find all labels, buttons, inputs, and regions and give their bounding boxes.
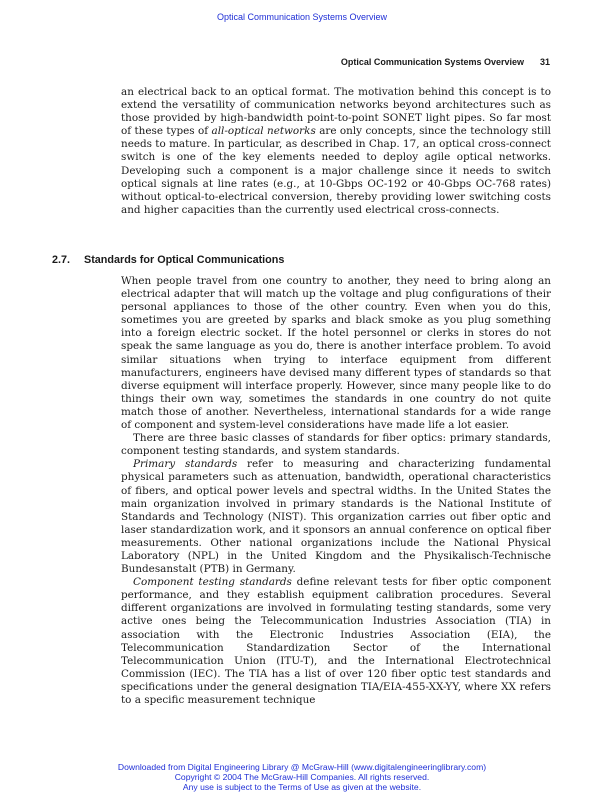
paragraph-classes: There are three basic classes of standards for fiber optics: primary standards, component testing standards, and system standards. <box>121 432 551 458</box>
section-body <box>121 275 551 707</box>
footer <box>0 762 604 792</box>
footer-terms-link[interactable]: Any use is subject to the Terms of Use as given at the website. <box>182 782 422 792</box>
intro-text-2: are only concepts, since the technology still needs to mature. In particular, as described in Chap. 17, an optical cross-connect switch is one of the key elements needed to deploy agile optical networks. Developing such a component is a major challenge since it needs to switch optical signals at line rates (e.g., at 10-Gbps OC-192 or 40-Gbps OC-768 rates) without optical-to-electrical conversion, thereby providing lower switching costs and higher capacities than the currently used electrical cross-connects. <box>121 125 551 216</box>
paragraph-component-testing <box>121 576 551 707</box>
footer-download-link[interactable]: Downloaded from Digital Engineering Library @ McGraw-Hill (www.digitalengineeringlibrary.com) <box>117 762 487 772</box>
component-testing-term: Component testing standards <box>133 576 292 589</box>
page-number: 31 <box>539 57 550 67</box>
section-number: 2.7. <box>52 254 71 266</box>
running-head-title: Optical Communication Systems Overview <box>340 57 524 67</box>
intro-text-1: an electrical back to an optical format. The motivation behind this concept is to extend the versatility of communication networks beyond architectures such as those provided by high-bandwidth point-to-point SONET light pipes. So far most of these types of <box>121 86 551 138</box>
banner-title[interactable]: Optical Communication Systems Overview <box>216 12 388 22</box>
primary-standards-term: Primary standards <box>133 458 238 471</box>
paragraph-travel: When people travel from one country to another, they need to bring along an electrical adapter that will match up the voltage and plug configurations of their personal appliances to those of the other country. Even when you do this, sometimes you are greeted by sparks and black smoke as you plug something into a foreign electric socket. If the hotel personnel or clerks in stores do not speak the same language as you do, there is another interface problem. To avoid similar situations when trying to interface equipment from different manufacturers, engineers have devised many different types of standards so that diverse equipment will interface properly. However, since many people like to do things their own way, sometimes the standards in one country do not quite match those of another. Nevertheless, international standards for a wide range of component and system-level considerations have made life a lot easier. <box>121 275 551 432</box>
paragraph-primary-standards <box>121 458 551 576</box>
running-head <box>341 57 550 67</box>
footer-copyright: Copyright © 2004 The McGraw-Hill Companies. All rights reserved. <box>174 772 430 782</box>
intro-italic: all-optical networks <box>211 125 316 138</box>
intro-paragraph <box>121 86 551 217</box>
section-title: Standards for Optical Communications <box>84 254 285 266</box>
primary-standards-text: refer to measuring and characterizing fundamental physical parameters such as attenuation, bandwidth, operational characteristics of fibers, and optical power levels and spectral widths. In the United States the main organization involved in primary standards is the National Institute of Standards and Technology (NIST). This organization carries out fiber optic and laser standardization work, and it sponsors an annual conference on optical fiber measurements. Other national organizations include the National Physical Laboratory (NPL) in the United Kingdom and the Physikalisch-Technische Bundesanstalt (PTB) in Germany. <box>121 458 551 576</box>
section-heading <box>52 254 284 266</box>
component-testing-text: define relevant tests for fiber optic component performance, and they establish equipment calibration procedures. Several different organizations are involved in formulating testing standards, some very active ones being the Telecommunication Industries Association (TIA) in association with the Electronic Industries Association (EIA), the Telecommunication Standardization Sector of the International Telecommunication Union (ITU-T), and the International Electrotechnical Commission (IEC). The TIA has a list of over 120 fiber optic test standards and specifications under the general designation TIA/EIA-455-XX-YY, where XX refers to a specific measurement technique <box>121 576 551 706</box>
